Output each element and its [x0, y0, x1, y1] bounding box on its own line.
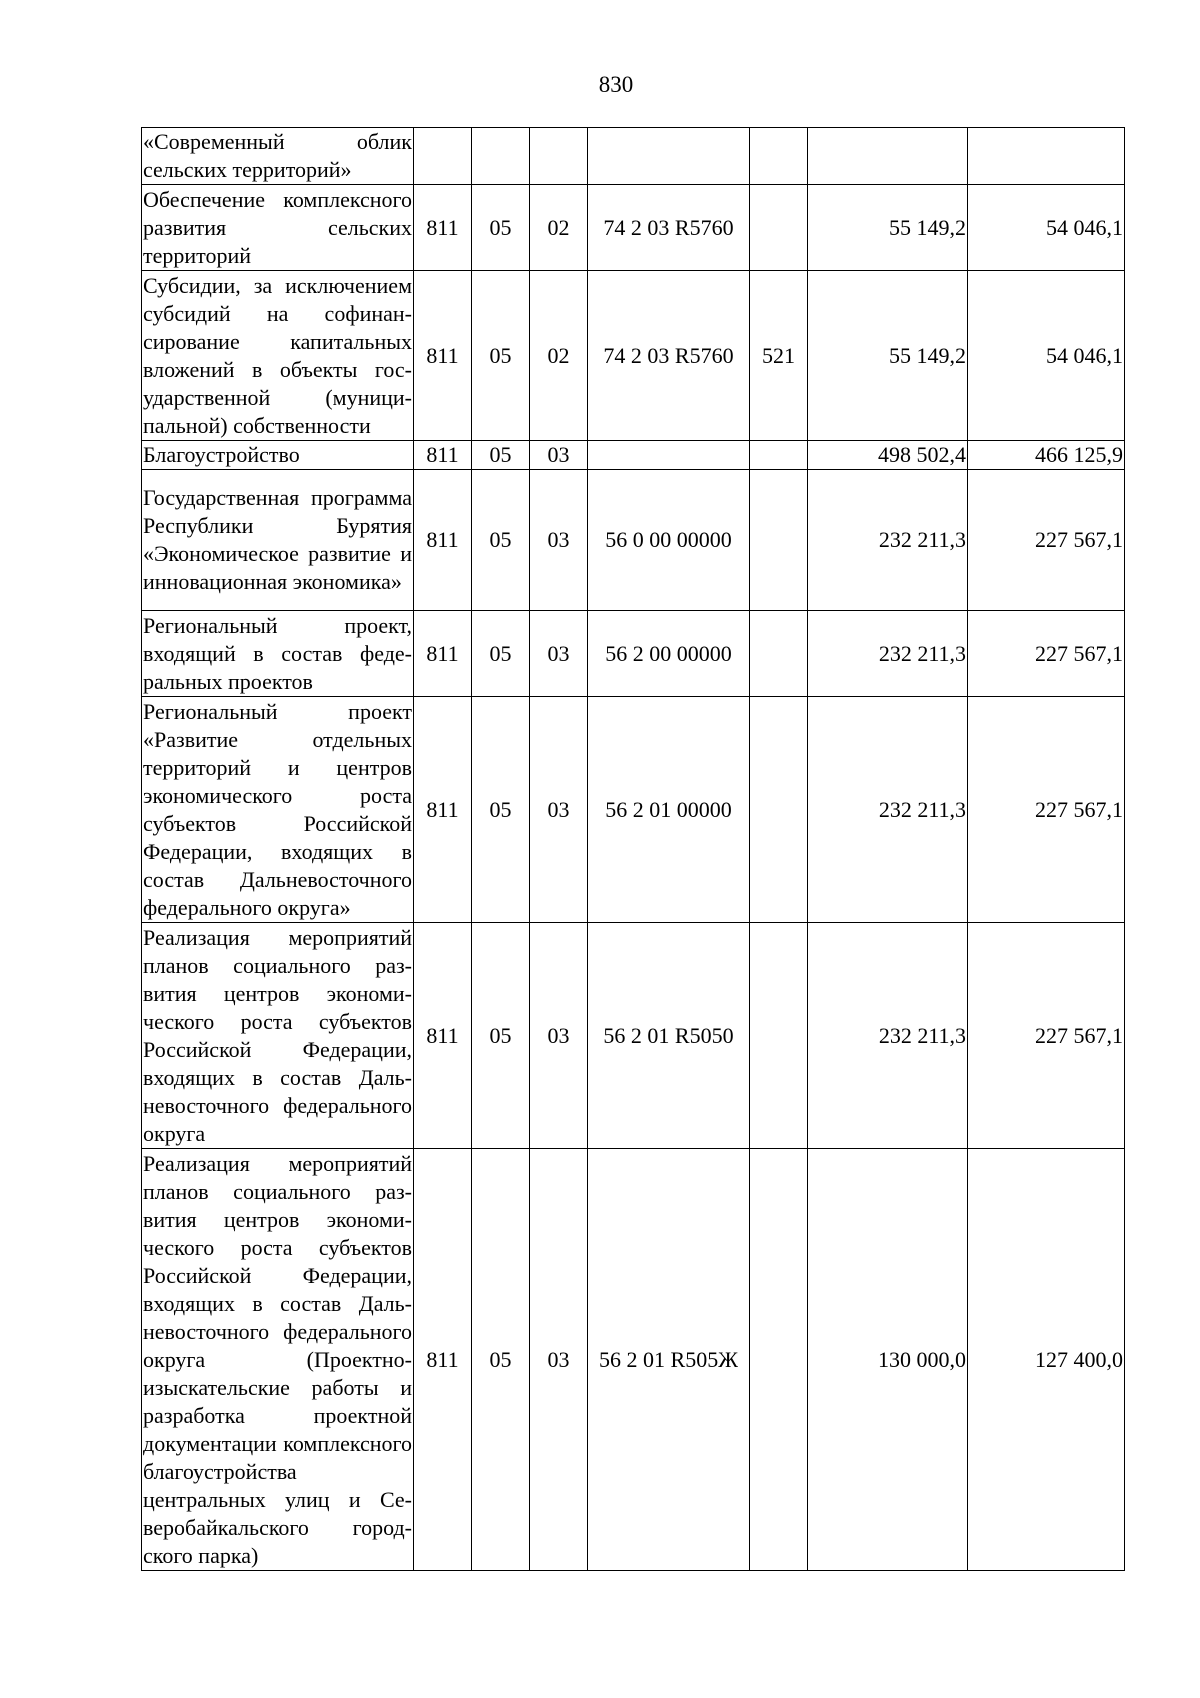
target-article-code: 74 2 03 R5760: [588, 185, 750, 271]
grbs-code: 811: [414, 923, 472, 1149]
amount-first-year: 498 502,4: [808, 441, 968, 470]
table-row: [142, 1149, 1125, 1571]
section-code: 05: [472, 697, 530, 923]
row-name: Региональный проект «Развитие отдельных территорий и центров экономического роста субъектов Российской Федерации, входящих в состав Дальневосточного федерального округа»: [142, 697, 414, 923]
amount-first-year: 232 211,3: [808, 611, 968, 697]
table-row: [142, 470, 1125, 611]
subsection-code: 03: [530, 1149, 588, 1571]
expense-type-code: [750, 1149, 808, 1571]
grbs-code: [414, 128, 472, 185]
amount-first-year: 232 211,3: [808, 470, 968, 611]
grbs-code: 811: [414, 441, 472, 470]
row-name: Благоустройство: [142, 441, 414, 470]
row-name: Реализация мероприятий планов социального развития центров экономического роста субъектов Российской Федерации, входящих в состав Дальневосточного федерального округа (Проектно-изыскательские работы и разработка проектной документации комплексного благоустройства центральных улиц и Северобайкальского городского парка): [142, 1149, 414, 1571]
amount-second-year: 54 046,1: [968, 271, 1125, 441]
expense-type-code: 521: [750, 271, 808, 441]
row-name: «Современный облик сельских территорий»: [142, 128, 414, 185]
grbs-code: 811: [414, 271, 472, 441]
section-code: 05: [472, 923, 530, 1149]
expense-type-code: [750, 611, 808, 697]
target-article-code: 56 2 01 00000: [588, 697, 750, 923]
section-code: 05: [472, 271, 530, 441]
expense-type-code: [750, 128, 808, 185]
target-article-code: [588, 441, 750, 470]
amount-second-year: 227 567,1: [968, 611, 1125, 697]
section-code: 05: [472, 441, 530, 470]
amount-second-year: 127 400,0: [968, 1149, 1125, 1571]
row-name: Обеспечение комплексного развития сельских территорий: [142, 185, 414, 271]
section-code: 05: [472, 1149, 530, 1571]
subsection-code: 02: [530, 271, 588, 441]
table-row: [142, 923, 1125, 1149]
table-row: [142, 128, 1125, 185]
target-article-code: 56 2 01 R505Ж: [588, 1149, 750, 1571]
subsection-code: 03: [530, 441, 588, 470]
expense-type-code: [750, 441, 808, 470]
target-article-code: [588, 128, 750, 185]
section-code: 05: [472, 611, 530, 697]
table-row: [142, 271, 1125, 441]
row-name: Региональный проект, входящий в состав федеральных проектов: [142, 611, 414, 697]
amount-first-year: 232 211,3: [808, 923, 968, 1149]
subsection-code: [530, 128, 588, 185]
target-article-code: 74 2 03 R5760: [588, 271, 750, 441]
subsection-code: 03: [530, 611, 588, 697]
subsection-code: 03: [530, 697, 588, 923]
amount-first-year: 55 149,2: [808, 271, 968, 441]
grbs-code: 811: [414, 611, 472, 697]
section-code: [472, 128, 530, 185]
target-article-code: 56 0 00 00000: [588, 470, 750, 611]
target-article-code: 56 2 01 R5050: [588, 923, 750, 1149]
grbs-code: 811: [414, 697, 472, 923]
subsection-code: 03: [530, 470, 588, 611]
page-number: 830: [598, 72, 634, 97]
grbs-code: 811: [414, 185, 472, 271]
amount-second-year: 227 567,1: [968, 923, 1125, 1149]
amount-second-year: 227 567,1: [968, 470, 1125, 611]
grbs-code: 811: [414, 470, 472, 611]
amount-second-year: 54 046,1: [968, 185, 1125, 271]
table-row: [142, 697, 1125, 923]
target-article-code: 56 2 00 00000: [588, 611, 750, 697]
grbs-code: 811: [414, 1149, 472, 1571]
amount-second-year: 227 567,1: [968, 697, 1125, 923]
amount-first-year: 55 149,2: [808, 185, 968, 271]
amount-first-year: [808, 128, 968, 185]
row-name: Субсидии, за исключением субсидий на софинансирование капитальных вложений в объекты государственной (муниципальной) собственности: [142, 271, 414, 441]
section-code: 05: [472, 185, 530, 271]
expense-type-code: [750, 923, 808, 1149]
expense-type-code: [750, 470, 808, 611]
subsection-code: 03: [530, 923, 588, 1149]
amount-second-year: 466 125,9: [968, 441, 1125, 470]
table-row: [142, 611, 1125, 697]
row-name: Реализация мероприятий планов социального развития центров экономического роста субъектов Российской Федерации, входящих в состав Дальневосточного федерального округа: [142, 923, 414, 1149]
table-row: [142, 185, 1125, 271]
expense-type-code: [750, 697, 808, 923]
budget-table: [141, 127, 1125, 1571]
subsection-code: 02: [530, 185, 588, 271]
expense-type-code: [750, 185, 808, 271]
section-code: 05: [472, 470, 530, 611]
amount-first-year: 130 000,0: [808, 1149, 968, 1571]
amount-second-year: [968, 128, 1125, 185]
row-name: Государственная программа Республики Бурятия «Экономическое развитие и инновационная экономика»: [142, 470, 414, 611]
amount-first-year: 232 211,3: [808, 697, 968, 923]
table-row: [142, 441, 1125, 470]
